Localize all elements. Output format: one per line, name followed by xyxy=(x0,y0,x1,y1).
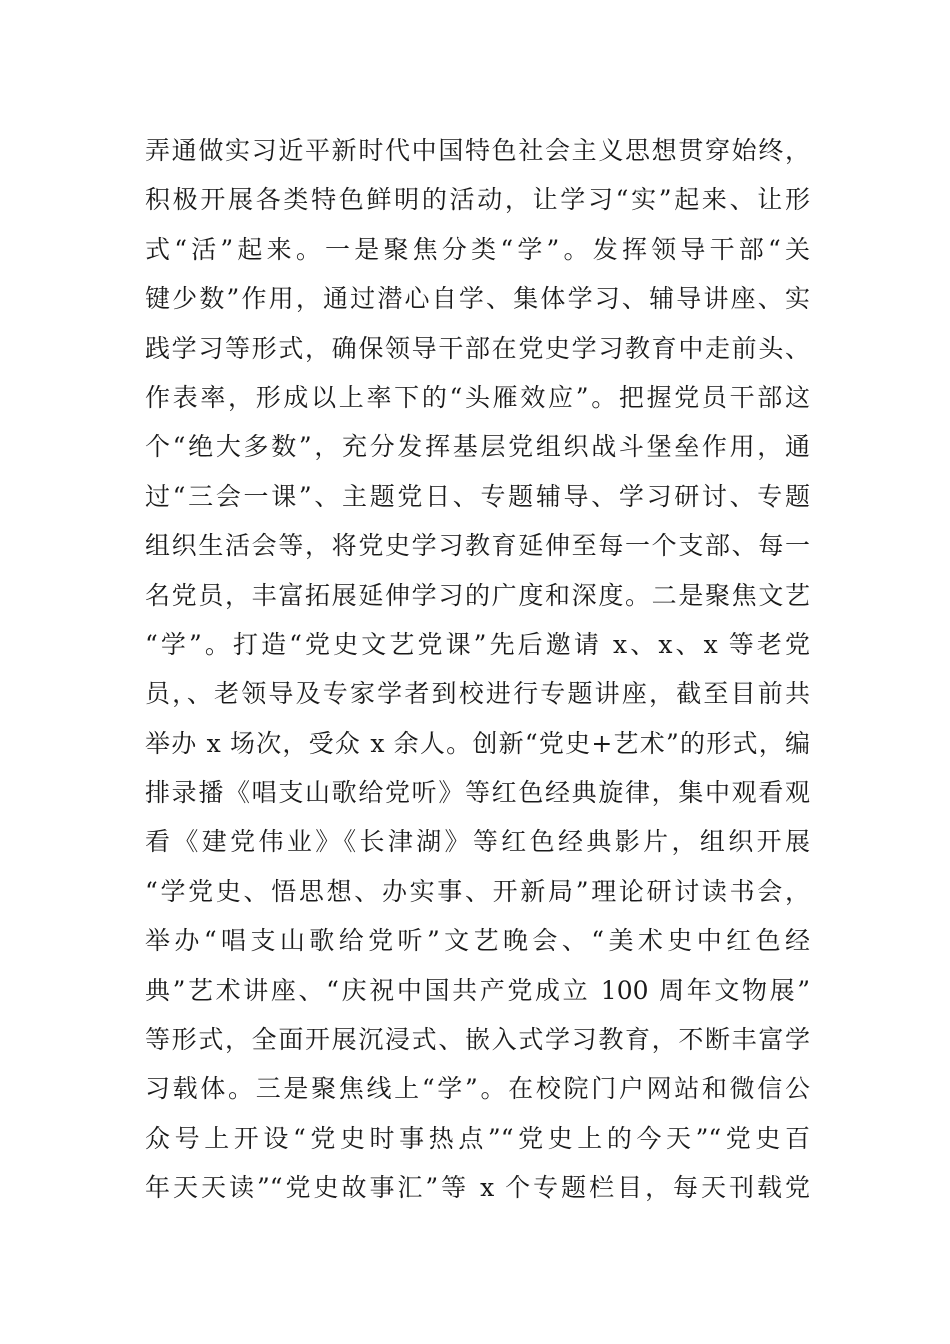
text-line: 等形式，全面开展沉浸式、嵌入式学习教育，不断丰富学 xyxy=(145,1025,810,1055)
body-paragraph xyxy=(145,126,810,1213)
text-line: 员，、老领导及专家学者到校进行专题讲座，截至目前共 xyxy=(145,679,810,709)
text-line: 举办 x 场次，受众 x 余人。创新“党史+艺术”的形式，编 xyxy=(145,728,810,758)
text-line: 举办“唱支山歌给党听”文艺晚会、“美术史中红色经 xyxy=(145,926,810,956)
text-line: 积极开展各类特色鲜明的活动，让学习“实”起来、让形 xyxy=(145,185,810,215)
text-line: 弄通做实习近平新时代中国特色社会主义思想贯穿始终， xyxy=(145,136,810,165)
text-line: 年天天读”“党史故事汇”等 x 个专题栏目，每天刊载党 xyxy=(145,1173,810,1203)
text-line: “学党史、悟思想、办实事、开新局”理论研讨读书会， xyxy=(145,876,810,906)
text-line: 过“三会一课”、主题党日、专题辅导、学习研讨、专题 xyxy=(145,481,810,511)
text-line: 习载体。三是聚焦线上“学”。在校院门户网站和微信公 xyxy=(145,1074,810,1104)
text-line: 排录播《唱支山歌给党听》等红色经典旋律，集中观看观 xyxy=(145,778,810,808)
text-line: 组织生活会等，将党史学习教育延伸至每一个支部、每一 xyxy=(145,531,810,561)
text-line: 作表率，形成以上率下的“头雁效应”。把握党员干部这 xyxy=(145,382,810,412)
text-line: 看《建党伟业》《长津湖》等红色经典影片，组织开展 xyxy=(145,827,810,857)
text-line: 式“活”起来。一是聚焦分类“学”。发挥领导干部“关 xyxy=(145,234,810,264)
text-line: 践学习等形式，确保领导干部在党史学习教育中走前头、 xyxy=(145,333,810,363)
text-line: 键少数”作用，通过潜心自学、集体学习、辅导讲座、实 xyxy=(145,284,810,314)
text-line: 个“绝大多数”，充分发挥基层党组织战斗堡垒作用，通 xyxy=(145,432,810,462)
text-line: 典”艺术讲座、“庆祝中国共产党成立 100 周年文物展” xyxy=(145,975,810,1005)
text-line: 名党员，丰富拓展延伸学习的广度和深度。二是聚焦文艺 xyxy=(145,580,810,610)
text-line: “学”。打造“党史文艺党课”先后邀请 x、x、x 等老党 xyxy=(145,629,810,659)
text-line: 众号上开设“党史时事热点”“党史上的今天”“党史百 xyxy=(145,1123,810,1153)
